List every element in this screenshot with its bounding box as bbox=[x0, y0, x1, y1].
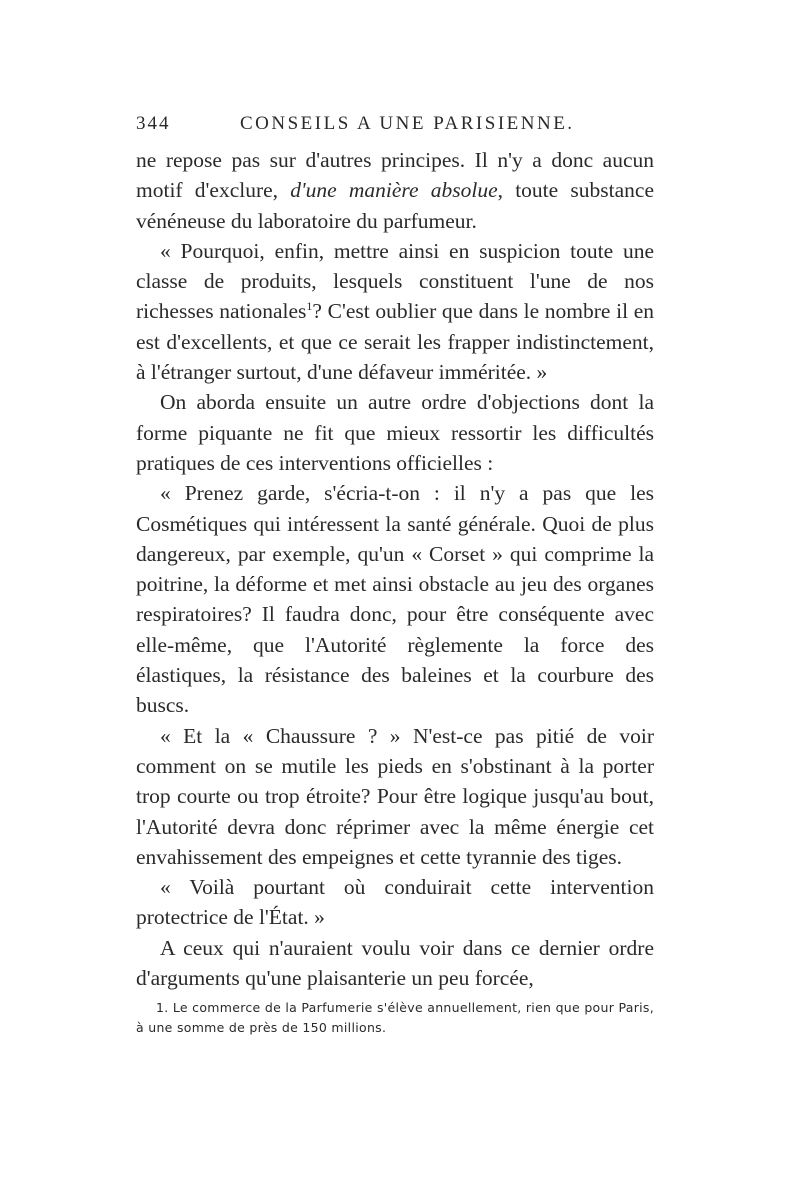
paragraph-3: On aborda ensuite un autre ordre d'objections dont la forme piquante ne fit que mieux ressortir les difficultés pratiques de ces interventions officielles : bbox=[136, 390, 654, 475]
footnote-reference[interactable]: 1 bbox=[306, 299, 313, 314]
paragraph-5: « Et la « Chaussure ? » N'est-ce pas pitié de voir comment on se mutile les pieds en s'obstinant à la porter trop courte ou trop étroite? Pour être logique jusqu'au bout, l'Autorité devra donc réprimer avec la même énergie cet envahissement des empeignes et cette tyrannie des tiges. bbox=[136, 723, 654, 869]
running-header bbox=[136, 113, 656, 139]
running-title: CONSEILS A UNE PARISIENNE. bbox=[240, 113, 575, 134]
footnote-text: 1. Le commerce de la Parfumerie s'élève annuellement, rien que pour Paris, à une somme de près de 150 millions. bbox=[136, 1000, 654, 1035]
paragraph-2-text: « Pourquoi, enfin, mettre ainsi en suspicion toute une classe de produits, lesquels constituent l'une de nos richesses nationales bbox=[136, 238, 654, 324]
paragraph-4: « Prenez garde, s'écria-t-on : il n'y a pas que les Cosmétiques qui intéressent la santé générale. Quoi de plus dangereux, par exemple, qu'un « Corset » qui comprime la poitrine, la déforme et met ainsi obstacle au jeu des organes respiratoires? Il faudra donc, pour être conséquente avec elle-même, que l'Autorité règlemente la force des élastiques, la résistance des baleines et la courbure des buscs. bbox=[136, 481, 654, 718]
paragraph-2 bbox=[136, 236, 654, 387]
paragraph-1 bbox=[136, 145, 654, 236]
italic-phrase: d'une manière absolue bbox=[290, 178, 498, 203]
page-number: 344 bbox=[136, 113, 171, 134]
paragraph-2-text-end: ? C'est oublier que dans le nombre il en est d'excellents, et que ce serait les frapper indistinctement, à l'étranger surtout, d'une défaveur imméritée. » bbox=[136, 299, 654, 385]
paragraph-1-text-end: , toute substance vénéneuse du laboratoire du parfumeur. bbox=[136, 178, 654, 233]
footnote bbox=[136, 998, 654, 1038]
paragraph-1-text: ne repose pas sur d'autres principes. Il n'y a donc aucun motif d'exclure, bbox=[136, 148, 654, 203]
paragraph-7: A ceux qui n'auraient voulu voir dans ce dernier ordre d'arguments qu'une plaisanterie un peu forcée, bbox=[136, 935, 654, 991]
paragraph-6: « Voilà pourtant où conduirait cette intervention protectrice de l'État. » bbox=[136, 875, 654, 930]
body-text bbox=[136, 145, 654, 993]
